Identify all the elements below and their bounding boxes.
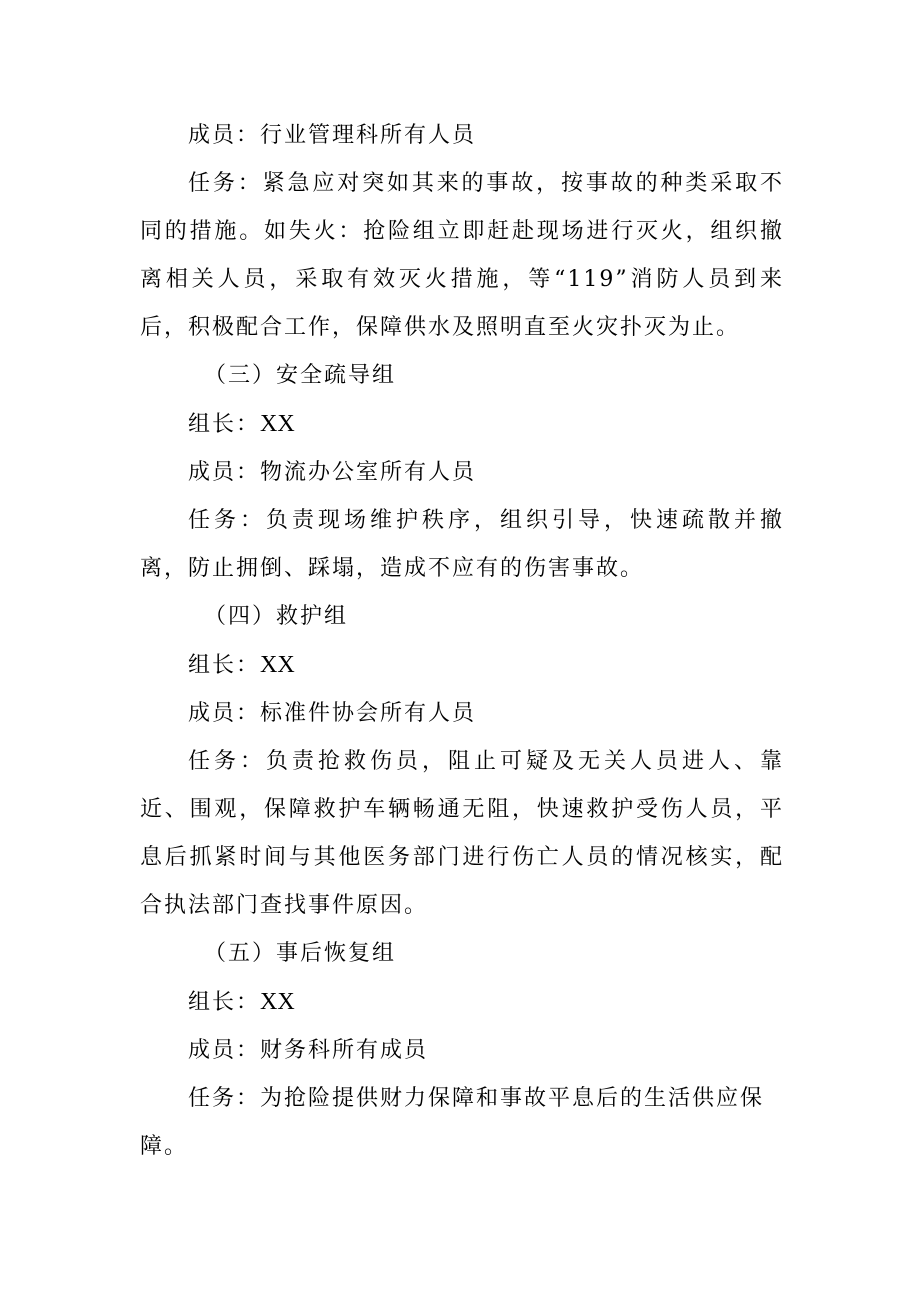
leader-label: 组长： (188, 412, 261, 437)
leader-name: XX (260, 652, 295, 678)
task-paragraph-recovery: 任务：为抢险提供财力保障和事故平息后的生活供应保障。 (140, 1086, 765, 1159)
leader-label: 组长： (188, 990, 261, 1015)
task-paragraph-rescue: 任务：紧急应对突如其来的事故，按事故的种类采取不同的措施。如失火：抢险组立即赶赴现场进行灭火，组织撤离相关人员，采取有效灭火措施，等“119”消防人员到来后，积极配合工作，保障供水及照明直至火灾扑灭为止。 (140, 171, 784, 340)
members-line-standard-parts-association: 成员：标准件协会所有人员 (188, 701, 477, 726)
task-paragraph-first-aid: 任务：负责抢救伤员，阻止可疑及无关人员进人、靠近、围观，保障救护车辆畅通无阻，快速救护受伤人员，平息后抓紧时间与其他医务部门进行伤亡人员的情况核实，配合执法部门查找事件原因。 (140, 749, 784, 918)
leader-name: XX (260, 989, 295, 1015)
leader-name: XX (260, 411, 295, 437)
members-line-industry-management: 成员：行业管理科所有人员 (188, 123, 477, 148)
leader-line-recovery (140, 978, 784, 1027)
section-heading-safety-evacuation: （三）安全疏导组 (204, 363, 397, 388)
task-paragraph-safety-evacuation: 任务：负责现场维护秩序，组织引导，快速疏散并撤离，防止拥倒、踩塌，造成不应有的伤害事故。 (140, 508, 784, 581)
leader-label: 组长： (188, 653, 261, 678)
section-heading-recovery: （五）事后恢复组 (204, 941, 397, 966)
members-line-finance: 成员：财务科所有成员 (188, 1038, 429, 1063)
section-heading-first-aid: （四）救护组 (204, 604, 349, 629)
leader-line-safety-evacuation (140, 400, 784, 449)
members-line-logistics-office: 成员：物流办公室所有人员 (188, 460, 477, 485)
document-body (140, 112, 784, 1171)
leader-line-first-aid (140, 641, 784, 690)
